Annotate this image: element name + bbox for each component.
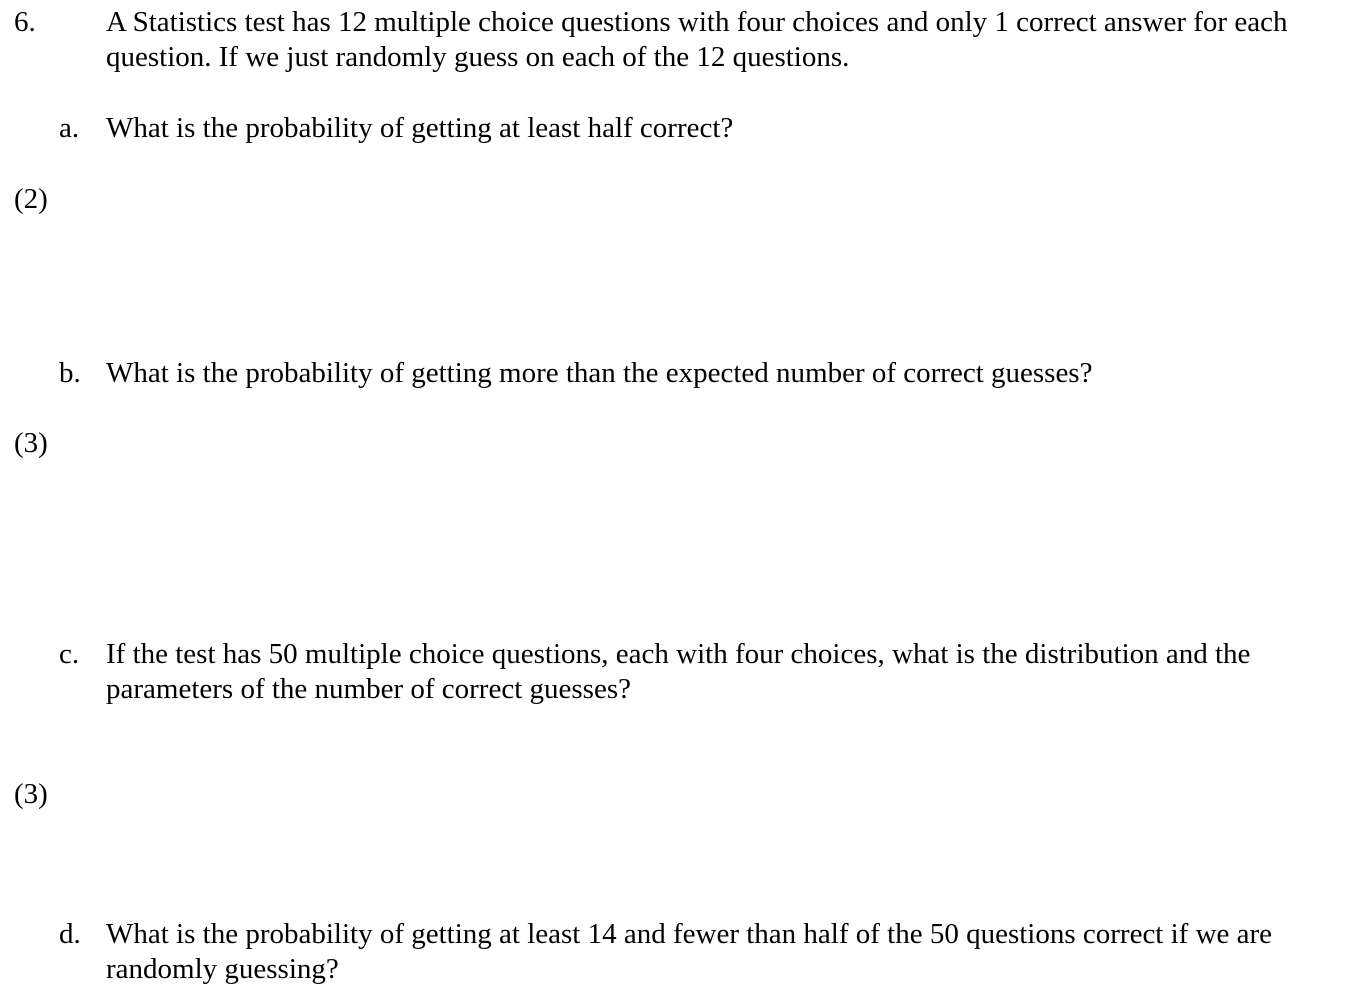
part-d-letter: d. — [59, 918, 81, 950]
question-stem: A Statistics test has 12 multiple choice questions with four choices and only 1 correct answer for each question. If we just randomly guess on each of the 12 questions. — [106, 6, 1288, 73]
part-a-text: What is the probability of getting at least half correct? — [106, 112, 734, 144]
part-b-letter: b. — [59, 357, 81, 389]
part-d-text: What is the probability of getting at least 14 and fewer than half of the 50 questions correct if we are randomly guessing? — [106, 918, 1273, 985]
question-number: 6. — [14, 6, 36, 38]
part-a-points: (2) — [14, 183, 48, 215]
part-c-text: If the test has 50 multiple choice questions, each with four choices, what is the distribution and the parameters of the number of correct guesses? — [106, 638, 1251, 705]
part-c-letter: c. — [59, 638, 80, 670]
part-c-points: (3) — [14, 778, 48, 810]
part-b-points: (3) — [14, 427, 48, 459]
part-b-text: What is the probability of getting more than the expected number of correct guesses? — [106, 357, 1093, 389]
part-a-letter: a. — [59, 112, 80, 144]
